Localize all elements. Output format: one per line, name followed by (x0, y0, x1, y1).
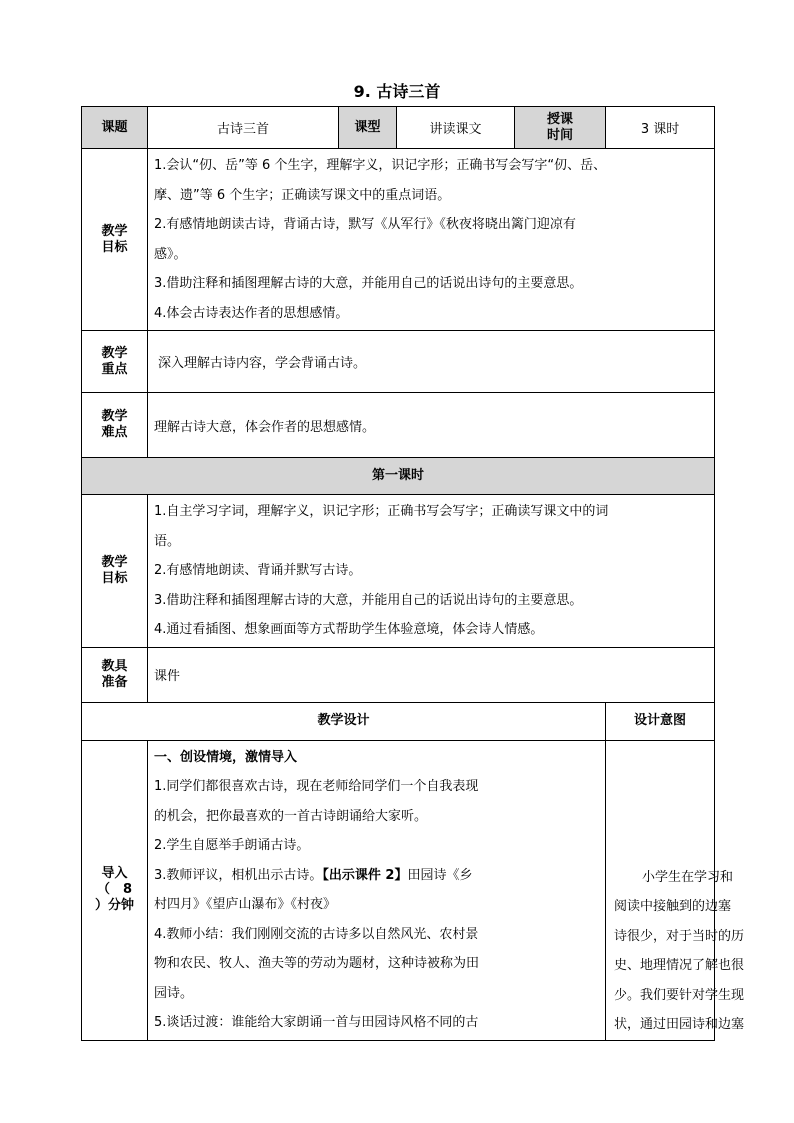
lesson1-goals-label (82, 495, 148, 648)
intro-label-line3: ）分钟 (94, 898, 134, 913)
intro-label (82, 740, 148, 1040)
topic-value: 古诗三首 (148, 107, 339, 149)
topic-label: 课题 (82, 107, 148, 149)
intro-line (154, 861, 601, 891)
intent-line: 阅读中接触到的边塞 (614, 899, 732, 914)
lesson1-goals-row (82, 495, 715, 648)
intro-line: 4.教师小结：我们刚刚交流的古诗多以自然风光、农村景 (154, 926, 479, 942)
hours-label (515, 107, 606, 149)
intro-row (82, 740, 715, 1040)
lesson1-goals-line: 3.借助注释和插图理解古诗的大意，并能用自己的话说出诗句的主要意思。 (154, 592, 583, 608)
lesson1-banner: 第一课时 (82, 458, 715, 495)
goals-line: 2.有感情地朗读古诗，背诵古诗，默写《从军行》《秋夜将晓出篱门迎凉有 (154, 217, 576, 232)
goals-label-line2: 目标 (101, 239, 128, 255)
intro-label-line2: （ 8 (96, 882, 133, 897)
tools-label (82, 647, 148, 702)
intro-line-tail: 田园诗《乡 (407, 867, 473, 883)
lesson1-goals-line: 2.有感情地朗读、背诵并默写古诗。 (154, 563, 362, 578)
goals-label (82, 149, 148, 331)
intro-line: 物和农民、牧人、渔夫等的劳动为题材，这种诗被称为田 (154, 956, 480, 971)
intent-line: 状，通过田园诗和边塞 (614, 1017, 745, 1032)
focus-row (82, 331, 715, 393)
lesson1-goals-label-line1: 教学 (101, 554, 128, 570)
difficulty-label (82, 393, 148, 458)
tools-row (82, 647, 715, 702)
design-header-row (82, 702, 715, 740)
difficulty-label-line2: 难点 (101, 425, 128, 440)
design-header: 教学设计 (82, 702, 606, 740)
lesson1-goals-line: 1.自主学习字词，理解字义，识记字形；正确书写会写字；正确读写课文中的词 (154, 504, 609, 519)
intro-line: 1.同学们都很喜欢古诗，现在老师给同学们一个自我表现 (154, 779, 479, 794)
difficulty-content: 理解古诗大意，体会作者的思想感情。 (148, 393, 715, 458)
goals-label-line1: 教学 (101, 223, 128, 239)
type-label: 课型 (339, 107, 397, 149)
lesson1-goals-label-line2: 目标 (101, 570, 128, 586)
lesson-plan-table (81, 106, 745, 1041)
intent-header: 设计意图 (606, 702, 715, 740)
intro-line: 村四月》《望庐山瀑布》《村夜》 (154, 897, 337, 912)
hours-label-line1: 授课 (547, 111, 574, 127)
intro-content (148, 740, 606, 1040)
lesson1-goals-line: 4.通过看插图、想象画面等方式帮助学生体验意境，体会诗人情感。 (154, 622, 544, 637)
document-title: 9. 古诗三首 (353, 82, 441, 101)
hours-label-line2: 时间 (547, 127, 574, 143)
header-row (82, 107, 715, 149)
goals-line: 感》。 (154, 246, 187, 262)
intro-label-line1: 导入 (101, 866, 128, 881)
goals-line: 摩、遗”等 6 个生字；正确读写课文中的重点词语。 (154, 187, 451, 203)
tools-label-line2: 准备 (101, 674, 128, 690)
intro-line-text: 3.教师评议，相机出示古诗。 (154, 867, 323, 883)
intent-line: 诗很少，对于当时的历 (614, 928, 745, 944)
difficulty-row (82, 393, 715, 458)
intent-line: 少。我们要针对学生现 (614, 987, 745, 1003)
goals-content (148, 149, 715, 331)
intent-content (606, 740, 745, 1040)
focus-label (82, 331, 148, 393)
lesson1-goals-content (148, 495, 715, 648)
tools-label-line1: 教具 (101, 658, 128, 674)
lesson1-goals-line: 语。 (154, 533, 181, 549)
difficulty-label-line1: 教学 (101, 409, 128, 424)
tools-content: 课件 (148, 647, 715, 702)
hours-value: 3 课时 (606, 107, 715, 149)
goals-line: 4.体会古诗表达作者的思想感情。 (154, 305, 349, 321)
focus-content: 深入理解古诗内容，学会背诵古诗。 (148, 331, 715, 393)
intent-line: 小学生在学习和 (642, 869, 734, 885)
lesson1-banner-row (82, 458, 715, 495)
intro-line: 的机会，把你最喜欢的一首古诗朗诵给大家听。 (154, 808, 428, 824)
intro-line: 园诗。 (154, 985, 194, 1001)
intro-line: 2.学生自愿举手朗诵古诗。 (154, 838, 310, 853)
intent-line: 史、地理情况了解也很 (614, 958, 745, 973)
courseware-tag: 【出示课件 2】 (322, 867, 408, 883)
intro-section-heading: 一、创设情境，激情导入 (154, 749, 298, 765)
intro-line: 5.谈话过渡：谁能给大家朗诵一首与田园诗风格不同的古 (154, 1015, 479, 1030)
focus-label-line1: 教学 (101, 345, 128, 361)
goals-line: 3.借助注释和插图理解古诗的大意，并能用自己的话说出诗句的主要意思。 (154, 276, 583, 291)
focus-label-line2: 重点 (101, 361, 128, 377)
goals-row (82, 149, 715, 331)
goals-line: 1.会认“仞、岳”等 6 个生字，理解字义，识记字形；正确书写会写字“仞、岳、 (154, 158, 607, 173)
type-value: 讲读课文 (397, 107, 515, 149)
